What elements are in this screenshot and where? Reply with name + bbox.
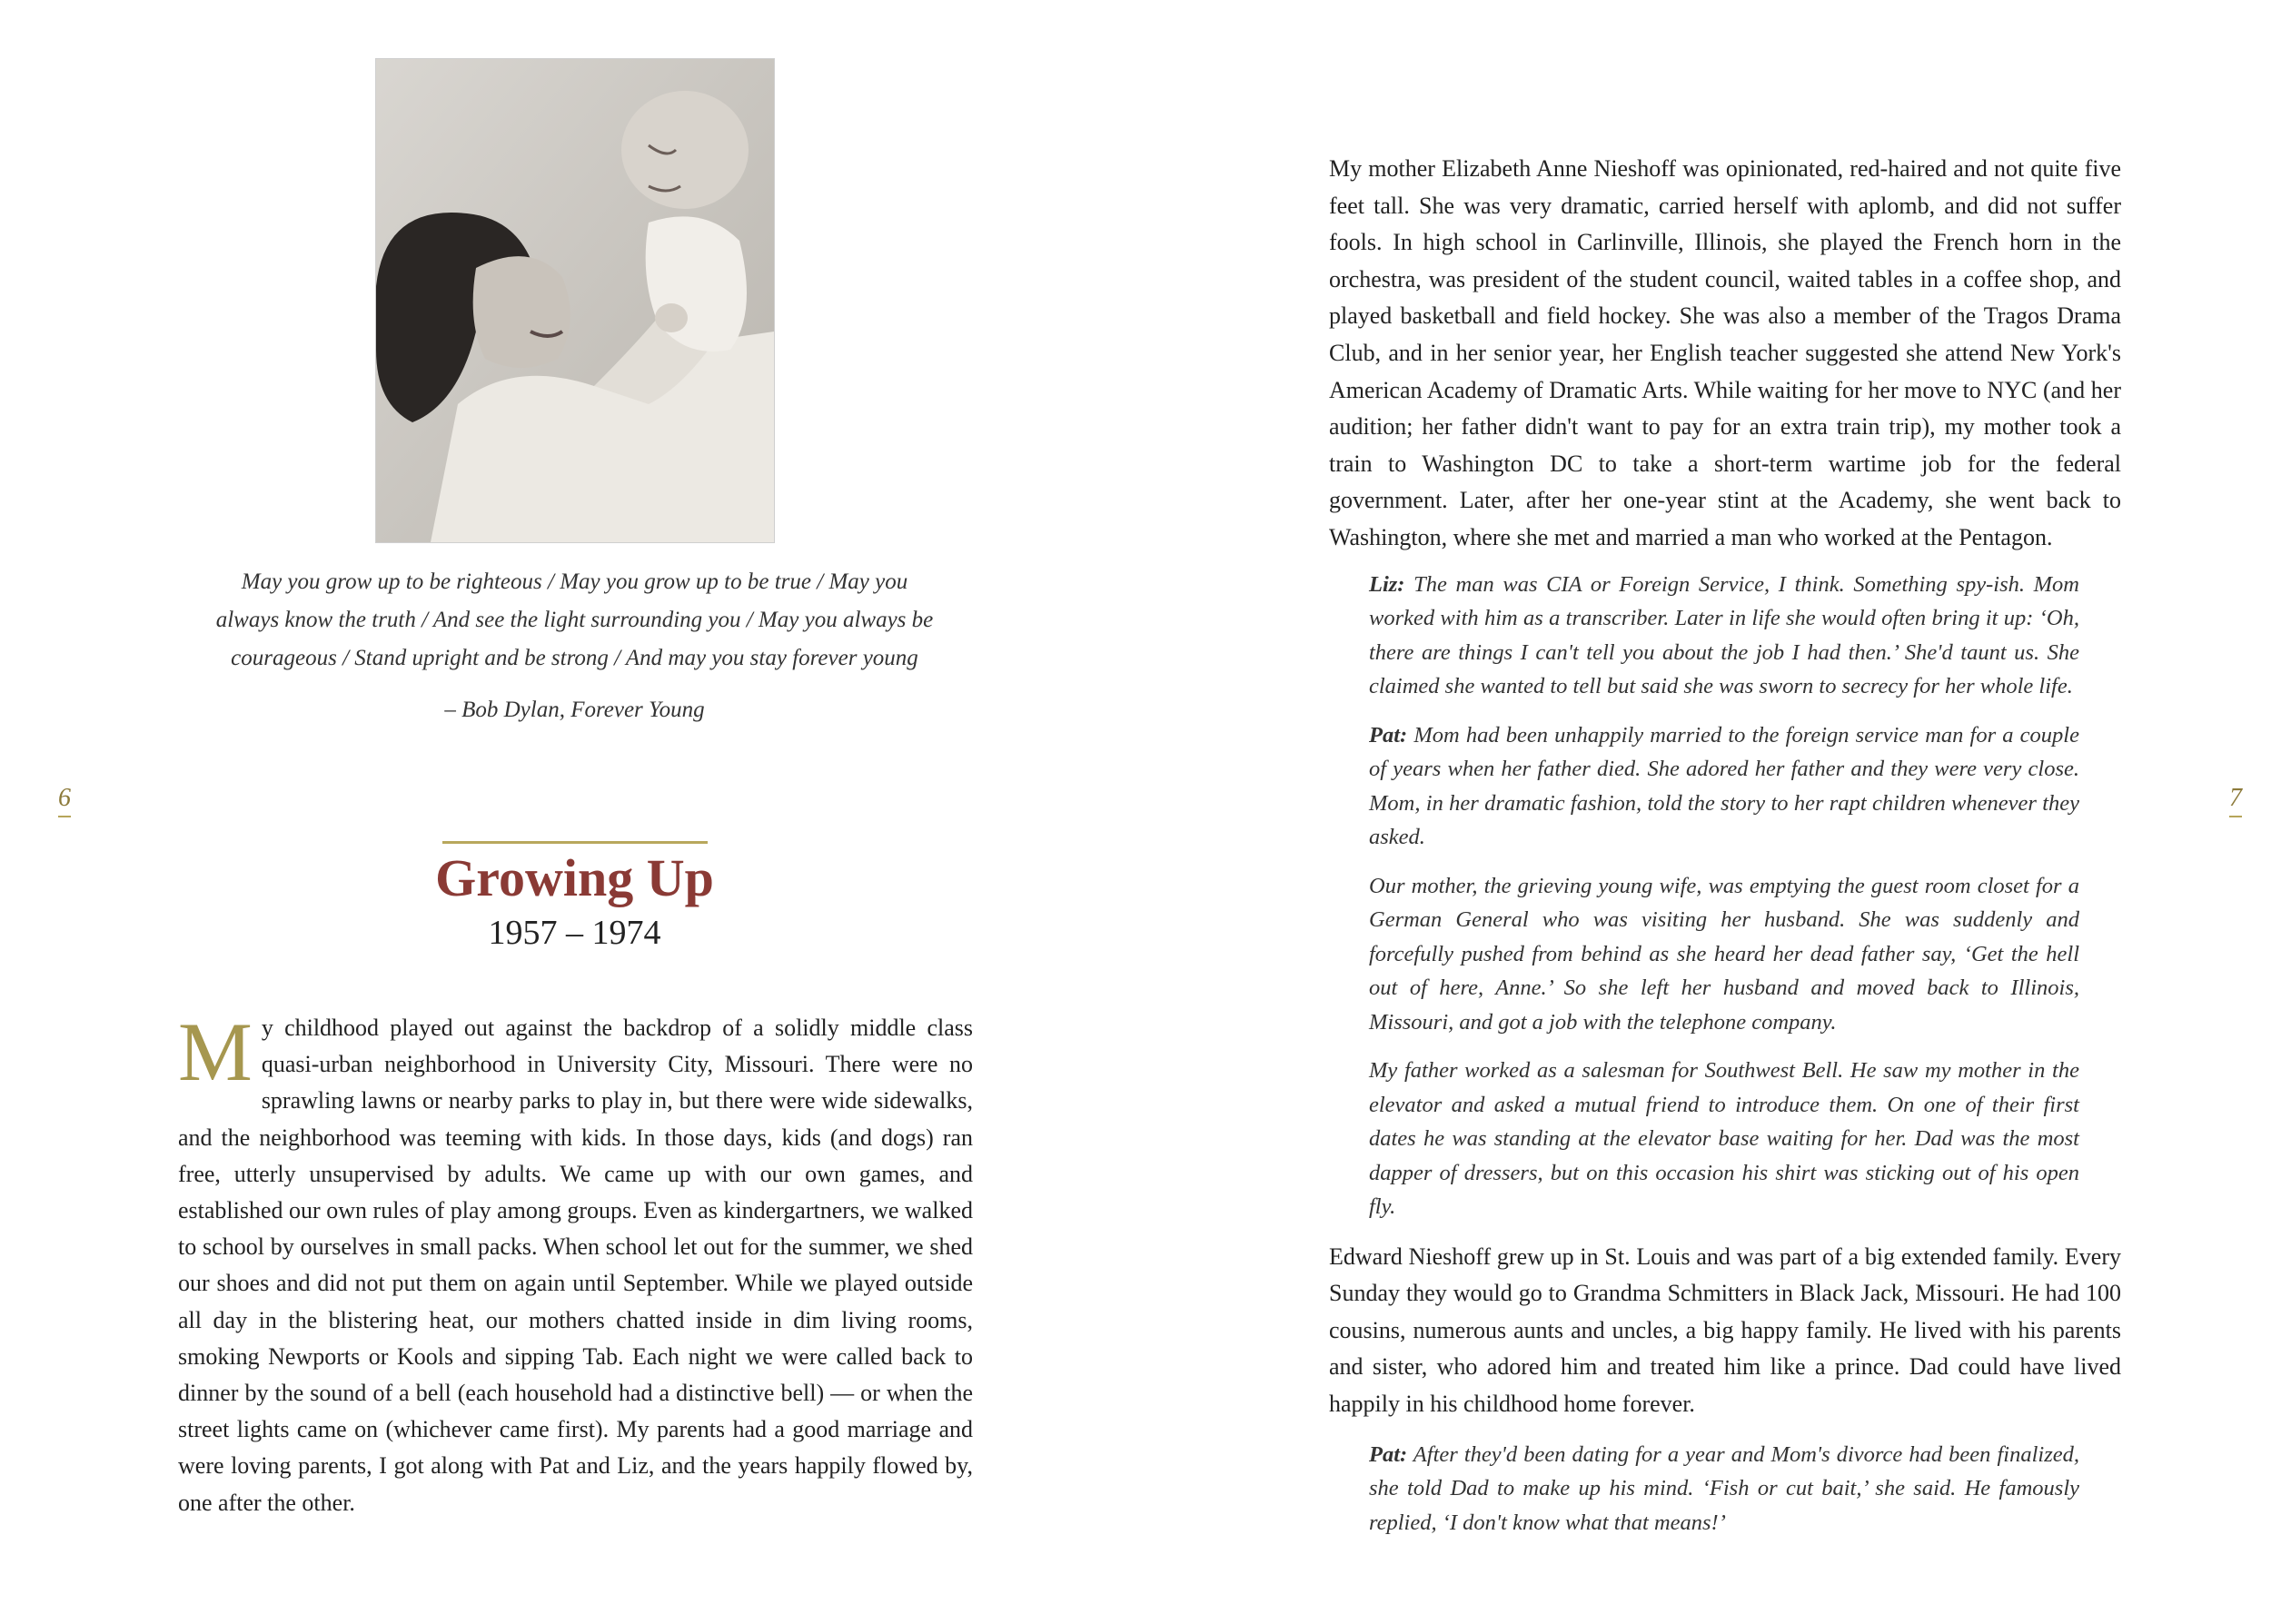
quote-text: My father worked as a salesman for Southwest Bell. He saw my mother in the elevator and asked a mutual friend to introduce them. On one of their first dates he was standing at the elevator base waiting for her. Dad was the most dapper of dressers, but on this occasion his shirt was sticking out of his open fly. — [1369, 1058, 2079, 1220]
quote-text: The man was CIA or Foreign Service, I think. Something spy-ish. Mom worked with him as a transcriber. Later in life she would often bring it up: ‘Oh, there are things I can't tell you about the job I had then.’ She'd taunt us. She claimed she wanted to tell but said she was sworn to secrecy for her whole life. — [1369, 571, 2079, 699]
quote-text: Mom had been unhappily married to the foreign service man for a couple of years when her father died. She adored her father and they were very close. Mom, in her dramatic fashion, told the story to her rapt children whenever they asked. — [1369, 722, 2079, 850]
interview-quotes-1 — [1369, 568, 2079, 1224]
quote-paragraph — [1369, 568, 2079, 704]
page-number-left: 6 — [58, 783, 71, 817]
quote-speaker: Pat: — [1369, 722, 1408, 748]
quote-text: Our mother, the grieving young wife, was emptying the guest room closet for a German General who was visiting her husband. She was suddenly and forcefully pushed from behind as she heard her dead father say, ‘Get the hell out of here, Anne.’ So she left her husband and moved back to Illinois, Missouri, and got a job with the telephone company. — [1369, 873, 2079, 1035]
epigraph-line: always know the truth / And see the light surrounding you / May you always be — [215, 608, 934, 632]
quote-paragraph — [1369, 869, 2079, 1040]
right-page-text — [1329, 151, 2121, 1554]
interview-quotes-2 — [1369, 1438, 2079, 1540]
quote-paragraph — [1369, 718, 2079, 855]
chapter-years: 1957 – 1974 — [488, 914, 661, 952]
epigraph-line: courageous / Stand upright and be strong / And may you stay forever young — [231, 646, 918, 670]
chapter-title: Growing Up — [435, 848, 714, 907]
quote-paragraph — [1369, 1054, 2079, 1224]
epigraph-attribution: – Bob Dylan, Forever Young — [444, 698, 705, 722]
page-number-right: 7 — [2229, 783, 2242, 817]
epigraph — [182, 563, 967, 678]
middle-paragraph: Edward Nieshoff grew up in St. Louis and was part of a big extended family. Every Sunday they would go to Grandma Schmitters in Black Jack, Missouri. He had 100 cousins, numerous aunts and uncles, a big happy family. He lived with his parents and sister, who adored him and treated him like a prince. Dad could have lived happily in his childhood home forever. — [1329, 1243, 2121, 1417]
photo-illustration — [376, 59, 774, 542]
mother-and-baby-photo — [375, 58, 775, 543]
quote-speaker: Pat: — [1369, 1441, 1408, 1467]
chapter-body-paragraph — [178, 1005, 973, 1521]
quote-paragraph — [1369, 1438, 2079, 1540]
epigraph-line: May you grow up to be righteous / May you grow up to be true / May you — [241, 569, 908, 594]
drop-cap: M — [178, 1005, 253, 1098]
chapter-divider-rule — [442, 841, 708, 844]
intro-paragraph: My mother Elizabeth Anne Nieshoff was opinionated, red-haired and not quite five feet tall. She was very dramatic, carried herself with aplomb, and did not suffer fools. In high school in Carlinville, Illinois, she played the French horn in the orchestra, was president of the student council, waited tables in a coffee shop, and played basketball and field hockey. She was also a member of the Tragos Drama Club, and in her senior year, her English teacher suggested she attend New York's American Academy of Dramatic Arts. While waiting for her move to NYC (and her audition; her father didn't want to pay for an extra train trip), my mother took a train to Washington DC to take a short-term wartime job for the federal government. Later, after her one-year stint at the Academy, she went back to Washington, where she met and married a man who worked at the Pentagon. — [1329, 155, 2121, 550]
quote-speaker: Liz: — [1369, 571, 1405, 597]
body-text: y childhood played out against the backdrop of a solidly middle class quasi-urban neighborhood in University City, Missouri. There were no sprawling lawns or nearby parks to play in, but there were wide sidewalks, and the neighborhood was teeming with kids. In those days, kids (and dogs) ran free, utterly unsupervised by adults. We came up with our own games, and established our own rules of play among groups. Even as kindergartners, we walked to school by ourselves in small packs. When school let out for the summer, we shed our shoes and did not put them on again until September. While we played outside all day in the blistering heat, our mothers chatted inside in dim living rooms, smoking Newports or Kools and sipping Tab. Each night we were called back to dinner by the sound of a bell (each household had a distinctive bell) — or when the street lights came on (whichever came first). My parents had a good marriage and were loving parents, I got along with Pat and Liz, and the years happily flowed by, one after the other. — [178, 1015, 973, 1516]
quote-text: After they'd been dating for a year and Mom's divorce had been finalized, she told Dad to make up his mind. ‘Fish or cut bait,’ she said. He famously replied, ‘I don't know what that means!’ — [1369, 1441, 2079, 1535]
